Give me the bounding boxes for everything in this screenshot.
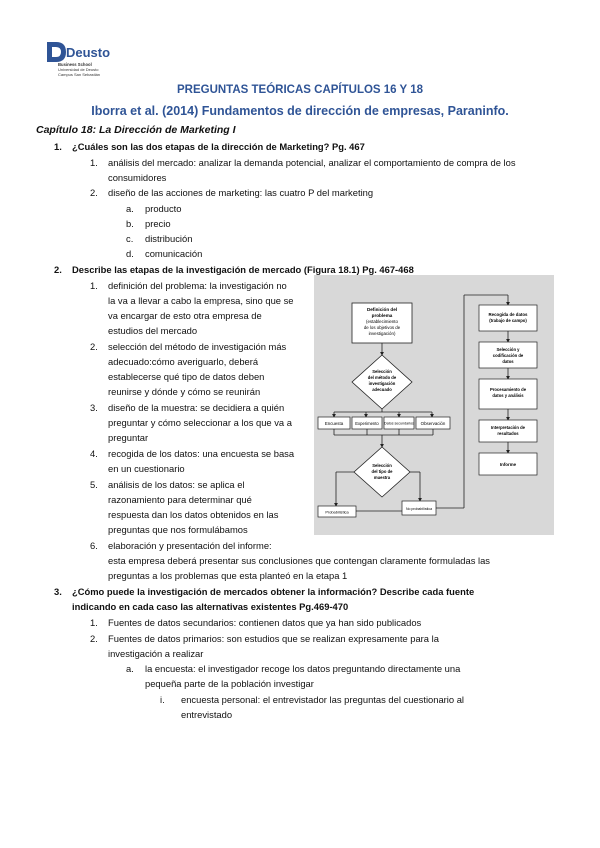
box-informe-label: Informe <box>499 462 517 467</box>
q1-item2-number: 2. <box>90 187 98 198</box>
diamond-method-line: adecuado <box>372 387 392 392</box>
box-definition-line: Definición del <box>366 307 398 312</box>
box-encuesta-label: Encuesta <box>324 421 344 426</box>
q1-sub-a-number: a. <box>126 203 134 214</box>
box-experimento-label: Experimento <box>355 421 379 426</box>
q3-sub-a-number: a. <box>126 663 134 674</box>
box-observacion-label: Observación <box>420 421 446 426</box>
q2-item4-number: 4. <box>90 448 98 459</box>
q1-sub-d-text: comunicación <box>145 248 203 259</box>
box-recogida-line: Recogida de datos <box>488 312 528 317</box>
diamond-sample-line: Selección <box>372 463 392 468</box>
q1-item1-number: 1. <box>90 157 98 168</box>
q2-item6-line: preguntas a los problemas que esta planteó en la etapa 1 <box>108 570 348 581</box>
box-seleccion-line: Selección y <box>496 347 520 352</box>
q3-item2-line1: Fuentes de datos primarios: son estudios que se realizan expresamente para la <box>108 633 439 644</box>
diamond-method-line: investigación <box>368 381 396 386</box>
box-definition-line: problema <box>371 313 393 318</box>
q1-sub-c-number: c. <box>126 233 134 244</box>
q2-item5-line: análisis de los datos: se aplica el <box>108 479 245 490</box>
q2-item3-line: diseño de la muestra: se decidiera a quién <box>108 402 285 413</box>
q2-item2-line: establecerse qué tipo de datos deben <box>108 371 265 382</box>
q1-item1-line2: consumidores <box>108 172 167 183</box>
q3-item2-line2: investigación a realizar <box>108 648 204 659</box>
q1-sub-d-number: d. <box>126 248 134 259</box>
q3-item1-number: 1. <box>90 617 98 628</box>
box-no-probabilistica-label: No probabilística <box>405 507 433 511</box>
diamond-method-line: del método de <box>367 375 397 380</box>
q2-item1-line: estudios del mercado <box>108 325 198 336</box>
box-interpretacion-line: Interpretación de <box>491 425 525 430</box>
q1-text: ¿Cuáles son las dos etapas de la dirección de Marketing? Pg. 467 <box>72 141 365 152</box>
q3-line2: indicando en cada caso las alternativas existentes Pg.469-470 <box>72 601 349 612</box>
q1-item2-line1: diseño de las acciones de marketing: las cuatro P del marketing <box>108 187 374 198</box>
q2-item4-line: recogida de los datos: una encuesta se basa <box>108 448 295 459</box>
q3-line1: ¿Cómo puede la investigación de mercados obtener la información? Describe cada fuente <box>72 586 475 597</box>
q2-item3-line: preguntar y cómo seleccionar a los que va a <box>108 417 292 428</box>
q2-item6-number: 6. <box>90 540 98 551</box>
box-definition-line: de los objetivos de <box>363 325 401 330</box>
q2-item2-line: adecuado:cómo averiguarlo, deberá <box>108 356 259 367</box>
box-seleccion-line: codificación de <box>492 353 524 358</box>
box-datos-secundarios-label: Datos secundarios <box>384 421 414 426</box>
diamond-sample-line: del tipo de <box>371 469 393 474</box>
flowchart-diagram <box>314 275 554 535</box>
box-procesamiento-line: datos y análisis <box>492 393 524 398</box>
q1-sub-c-text: distribución <box>145 233 193 244</box>
box-recogida-line: (trabajo de campo) <box>489 318 527 323</box>
box-definition-line: investigación) <box>368 331 396 336</box>
q2-item1-line: definición del problema: la investigación no <box>108 280 287 291</box>
logo-sub1: Business School <box>58 62 92 67</box>
q2-number: 2. <box>54 264 62 275</box>
q2-item5-line: razonamiento para determinar qué <box>108 494 252 505</box>
logo <box>44 38 134 78</box>
logo-sub3: Campus San Sebastián <box>58 72 101 77</box>
chapter-heading: Capítulo 18: La Dirección de Marketing I <box>36 124 236 136</box>
q3-sub-i-line1: encuesta personal: el entrevistador las preguntas del cuestionario al <box>181 694 464 705</box>
page-title: PREGUNTAS TEÓRICAS CAPÍTULOS 16 Y 18 <box>176 84 424 96</box>
box-seleccion-line: datos <box>502 359 514 364</box>
q2-item5-line: respuesta dan los datos obtenidos en las <box>108 509 279 520</box>
q3-sub-i-number: i. <box>160 694 165 705</box>
diamond-sample-line: muestra <box>373 475 391 480</box>
q2-item6-line: elaboración y presentación del informe: <box>108 540 272 551</box>
q2-item3-number: 3. <box>90 402 98 413</box>
q2-item1-number: 1. <box>90 280 98 291</box>
logo-sub2: Universidad de Deusto <box>58 67 99 72</box>
box-interpretacion-line: resultados <box>497 431 519 436</box>
q2-item3-line: preguntar <box>108 432 149 443</box>
q3-item1-text: Fuentes de datos secundarios: contienen datos que ya han sido publicados <box>108 617 422 628</box>
q3-sub-i-line2: entrevistado <box>181 709 233 720</box>
page-subtitle: Iborra et al. (2014) Fundamentos de dirección de empresas, Paraninfo. <box>91 104 509 118</box>
q2-item2-line: reunirse y dónde y cómo se reunirán <box>108 386 261 397</box>
box-definition-line: (establecimiento <box>366 319 398 324</box>
q2-item1-line: va encargar de esto otra empresa de <box>108 310 262 321</box>
q2-item2-line: selección del método de investigación más <box>108 341 287 352</box>
q2-item6-line: esta empresa deberá presentar sus conclusiones que contengan claramente formuladas las <box>108 555 490 566</box>
q2-item1-line: la va a llevar a cabo la empresa, sino que se <box>108 295 294 306</box>
q1-number: 1. <box>54 141 62 152</box>
q2-text: Describe las etapas de la investigación de mercado (Figura 18.1) Pg. 467-468 <box>72 264 414 275</box>
q3-number: 3. <box>54 586 62 597</box>
q2-item5-number: 5. <box>90 479 98 490</box>
q1-sub-b-number: b. <box>126 218 134 229</box>
q1-item1-line1: análisis del mercado: analizar la demanda potencial, analizar el comportamiento de compra de los <box>108 157 516 168</box>
q3-sub-a-line1: la encuesta: el investigador recoge los datos preguntando directamente una <box>145 663 461 674</box>
q1-sub-b-text: precio <box>145 218 171 229</box>
q2-item5-line: preguntas que nos formulábamos <box>108 524 248 535</box>
q2-item4-line: en un cuestionario <box>108 463 185 474</box>
q3-sub-a-line2: pequeña parte de la población investigar <box>145 678 314 689</box>
box-procesamiento-line: Procesamiento de <box>489 387 527 392</box>
q3-item2-number: 2. <box>90 633 98 644</box>
box-probabilistica-label: Probabilística <box>325 509 349 515</box>
figure-18-1 <box>314 275 554 535</box>
logo-brand: Deusto <box>66 45 111 60</box>
diamond-method-line: Selección <box>372 369 392 374</box>
q1-sub-a-text: producto <box>145 203 182 214</box>
deusto-logo-icon <box>44 38 134 78</box>
q2-item2-number: 2. <box>90 341 98 352</box>
